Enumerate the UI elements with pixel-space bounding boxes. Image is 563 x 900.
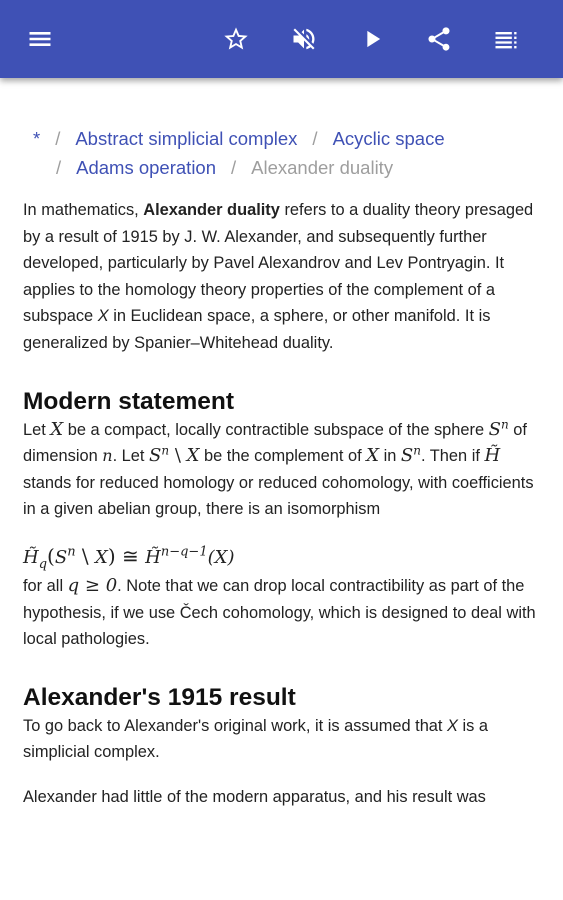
math-s: S <box>149 445 162 467</box>
intro-bold-term: Alexander duality <box>143 201 280 219</box>
text: in <box>379 447 401 466</box>
section-heading-1915-result: Alexander's 1915 result <box>23 683 296 711</box>
math-x: X <box>447 716 458 735</box>
text: stands for reduced homology or reduced cohomology, with coefficients in a given abelian group, there is an isomorphism <box>23 473 534 519</box>
text: is a simplicial complex. <box>23 716 489 762</box>
article <box>23 110 543 811</box>
math-n: n <box>413 443 421 458</box>
breadcrumb-line-2 <box>33 153 543 182</box>
breadcrumb-separator: / <box>312 128 318 149</box>
text: be a compact, locally contractible subspace of the sphere <box>63 420 489 439</box>
modern-statement-followup <box>23 573 543 653</box>
math-h-tilde: H̃ <box>484 445 501 467</box>
math-q: q <box>38 556 48 572</box>
math-condition: q ≥ 0 <box>67 574 118 596</box>
intro-text: refers to a duality theory presaged by a result of 1915 by J. W. Alexander, and subsequently further developed, particularly by Pavel Alexandrov and Lev Pontryagin. It applies to the homology theory properties of the complement of a subspace <box>23 201 534 326</box>
math-cong: ≅ <box>115 543 146 568</box>
favorite-button[interactable] <box>214 17 258 61</box>
intro-text: In mathematics, <box>23 201 144 219</box>
math-n: n <box>501 417 509 432</box>
math-paren: ( <box>47 543 55 568</box>
contents-button[interactable] <box>484 17 528 61</box>
math-x: X <box>50 418 64 440</box>
math-n: n <box>161 443 170 458</box>
text: of dimension <box>23 420 527 466</box>
text: To go back to Alexander's original work, it is assumed that <box>23 716 448 735</box>
intro-paragraph <box>23 197 543 357</box>
math-paren: ) <box>107 543 116 568</box>
paragraph-gap <box>23 766 543 784</box>
play-icon <box>358 25 386 53</box>
result-1915-paragraph-1 <box>23 713 543 766</box>
text: . Note that we can drop local contractibility as part of the hypothesis, if we use Čech cohomology, which is designed to deal with local pathologies. <box>23 576 536 649</box>
intro-text: in Euclidean space, a sphere, or other manifold. It is generalized by Spanier–Whitehead duality. <box>23 307 491 352</box>
breadcrumb-link-acyclic-space[interactable]: Acyclic space <box>332 128 445 149</box>
math-s: S <box>400 445 414 467</box>
math-s: S <box>54 546 68 568</box>
result-1915-paragraph-2: Alexander had little of the modern apparatus, and his result was <box>23 787 486 806</box>
breadcrumb-current: Alexander duality <box>251 157 394 178</box>
menu-icon <box>26 25 54 53</box>
math-setminus: \ <box>75 543 96 568</box>
math-x: X <box>95 546 108 568</box>
share-icon <box>425 25 453 53</box>
math-x: X <box>97 307 109 326</box>
play-button[interactable] <box>350 17 394 61</box>
math-n: n <box>102 446 113 466</box>
breadcrumb-link-adams-operation[interactable]: Adams operation <box>76 157 217 178</box>
math-x: X <box>186 445 200 467</box>
modern-statement-paragraph <box>23 417 543 523</box>
math-arg: (X) <box>207 546 235 568</box>
math-n: n <box>67 544 76 560</box>
math-h-tilde: H̃ <box>145 546 161 568</box>
math-s: S <box>488 418 501 440</box>
text: Let <box>23 420 51 439</box>
breadcrumb-link-abstract-simplicial-complex[interactable]: Abstract simplicial complex <box>75 128 298 149</box>
text: be the complement of <box>199 447 367 466</box>
math-exponent: n−q−1 <box>160 544 208 560</box>
breadcrumb <box>23 124 543 182</box>
breadcrumb-home-link[interactable]: * <box>33 128 41 149</box>
text: for all <box>23 576 68 595</box>
mute-button[interactable] <box>282 17 326 61</box>
share-button[interactable] <box>417 17 461 61</box>
text: . Let <box>112 447 150 466</box>
menu-button[interactable] <box>18 17 62 61</box>
math-setminus: \ <box>169 445 187 467</box>
math-x: X <box>366 445 380 467</box>
text: . Then if <box>420 447 485 466</box>
playlist-icon <box>492 25 520 53</box>
breadcrumb-line-1 <box>33 124 543 153</box>
breadcrumb-separator: / <box>231 157 237 178</box>
breadcrumb-separator: / <box>55 128 61 149</box>
section-heading-modern-statement: Modern statement <box>23 387 235 415</box>
breadcrumb-separator: / <box>56 157 62 178</box>
isomorphism-equation <box>23 541 543 573</box>
volume-off-icon <box>290 25 318 53</box>
math-h-tilde: H̃ <box>23 546 39 568</box>
app-bar <box>0 0 563 78</box>
star-icon <box>222 25 250 53</box>
